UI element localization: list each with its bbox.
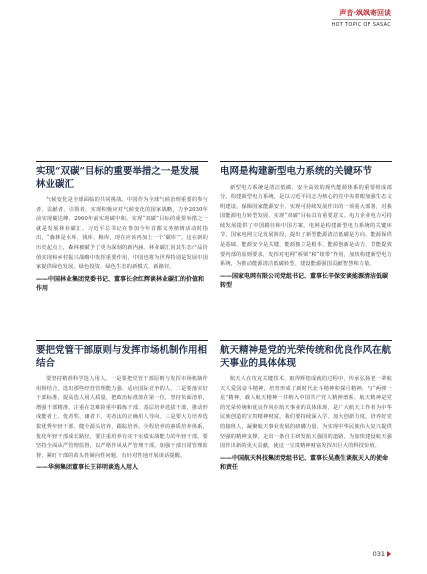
article-attribution: ——国家电网有限公司党组书记、董事长辛保安谈能源清洁低碳转型 [220, 272, 389, 289]
article-title: 电网是构建新型电力系统的关键环节 [220, 166, 373, 177]
article-attribution: ——中国林业集团党委书记、董事长余红辉谈林业碳汇的价值和作用 [36, 275, 205, 292]
article-body: 航天人在攻克关键技术、取得辉煌成就的过程中，传承弘扬老一辈航天人爱国奋斗精神，培育形成了新时代北斗精神和探月精神，与“两弹一星”精神，载人航天精神一并纳入中国共产党人精神谱系。航天精神是党的光荣传统和优良作风在航天事业的具体体现，是广大航天工作者为中华民族创造的宝贵精神财富。我们要持续深入学、加大创新力度，培养好党的接班人，凝聚航天事业发展的磅礴力量，为实现中华民族伟大复兴提供坚强的精神支撑，走出一条自主研发航天强国的道路，为加快建设航天强国作出新的更大贡献，使这一宝贵精神财富发挥出巨大的科技价值。 [220, 376, 392, 450]
column-brand: 声音·飒飒寄回谈 [339, 9, 391, 17]
article-title: 实现“双碳”目标的重要举措之一是发展林业碳汇 [36, 166, 199, 190]
article-divider [220, 340, 392, 341]
page-number [373, 550, 391, 558]
article-title: 航天精神是党的光荣传统和优良作风在航天事业的具体体现 [220, 345, 392, 369]
article-attribution: ——中国航天科技集团党组书记、董事长吴燕生谈航天人的使命和责任 [220, 454, 389, 471]
column-subtitle: HOT TOPIC OF SASAC [332, 19, 391, 29]
article-body: 气候变化是全球面临的共同挑战。中国作为全球气候治理重要的参与者、贡献者、引领者，实现积极应对气候变化的国家战略，力争2030年前实现碳达峰、2060年前实现碳中和。实现“双碳”目标的重要举措之一就是发展林业碳汇。习近平总书记在参加今年首都义务植树活动时指出，“森林是水库、钱库、粮库，现在应该再加上一个‘碳库’”。这在新的历史起点上，森林被赋予了更为深刻的新内涵。林业碳汇因其生态产品价值实现和乡村振兴战略中发挥重要作用，中国也将为世界特别是发展中国家提供绿色发展、绿色投资、绿色生态的新模式、新路径。 [36, 197, 208, 271]
article-power-grid [220, 166, 392, 290]
article-body: 新型电力系统是清洁低碳、安全高效的现代能源体系的重要组成部分，构建新型电力系统，是以习近平同志为核心的党中央着眼加强生态文明建设、保障国家能源安全、实现可持续发展作出的一项重大部署，对我国能源电力转型发展、实现“双碳”目标具有重要意义。电力企业电力可持续发展提供了中国路径和中国方案。电网是构建新型电力系统的关键环节，国家电网立足发展阶段，提出了新型能源清洁低碳是方向、能源保供是基础、能源安全是关键、能源独立是根本、能源创新是动力、节能提效要内部的原则要求，发挥对电网“桥梁”和“纽带”作用，加快构建新型电力系统，为推动能源清洁低碳转型、建设能源强国贡献智慧和力量。 [220, 184, 392, 268]
article-forestry-carbon [36, 166, 208, 293]
article-title: 要把党管干部原则与发挥市场机制作用相结合 [36, 345, 208, 369]
article-aerospace-spirit [220, 345, 392, 472]
article-cadre-selection [36, 345, 208, 472]
article-attribution: ——华润集团董事长王祥明谈选人用人 [36, 464, 139, 472]
article-divider [36, 161, 208, 162]
article-divider [36, 340, 208, 341]
article-body: 要坚持精准科学选人用人。一是要把党管干部原则与发挥市场机制作用相结合，选出那些经营管理能力强、适应国际竞争的人，二是要落实好干部标准，提高选人用人质量，把政治标准放在第一位，坚持负面清单，增强干部精准，注重在急难险重中锻炼干部，基层培养选拔干部，推动形成能者上、优者奖、庸者下、劣者汰的正确用人导向。三是要大力培养选拔优秀年轻干部，健全源头培养、跟踪培养、全程培养的素质培养体系，优化年轻干部成长路径，要注重培养有实干实绩实战能力的年轻干部。要坚持全面从严管理监督，以严格作风从严管理干部，加强干部日常管理监督，紧盯干部的苗头性倾向性问题，有针对性地开展谈话提醒。 [36, 376, 208, 459]
page-header [332, 9, 391, 29]
triangle-marker-icon [387, 551, 391, 557]
page-number-text: 031 [372, 550, 385, 558]
article-divider [220, 161, 392, 162]
